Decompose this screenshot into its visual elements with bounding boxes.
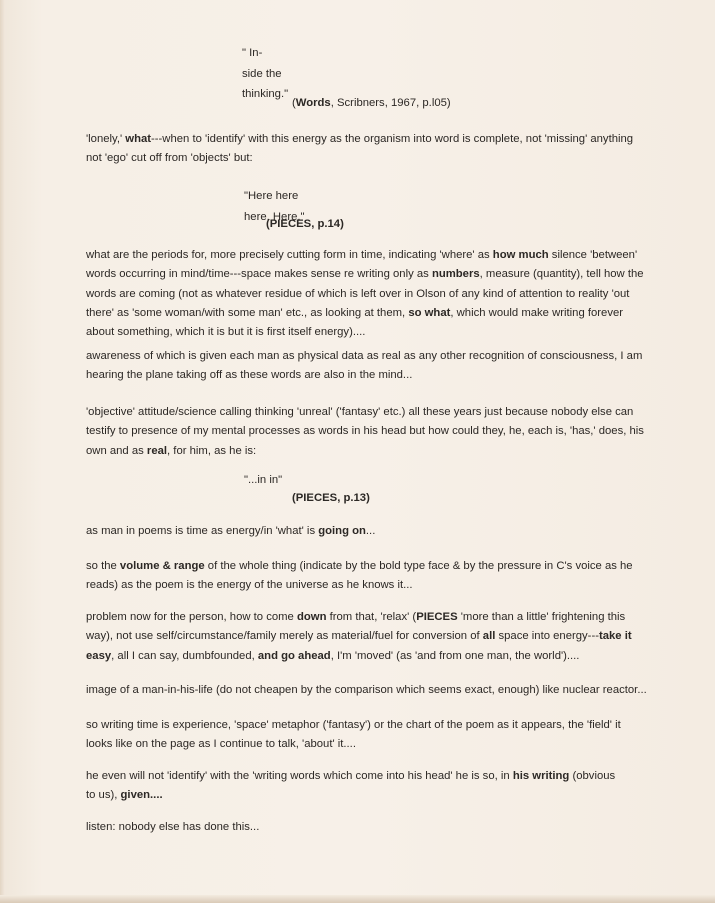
text: from that, 'relax' ( (326, 611, 417, 623)
source-title: Words (295, 97, 331, 109)
bold-text: his writing (512, 770, 570, 782)
bold-text: easy (86, 649, 112, 662)
bold-text: what (125, 133, 152, 145)
text: , measure (quantity), tell how the (479, 268, 644, 281)
paragraph (86, 818, 662, 837)
bold-text: how much (492, 249, 549, 261)
bold-text: numbers (431, 268, 480, 281)
text: , all I can say, dumbfounded, (111, 649, 258, 662)
text: hearing the plane taking off as these words are also in the mind... (86, 369, 413, 382)
text: , which would make writing forever (450, 306, 624, 319)
text: to us), (86, 789, 121, 802)
text: not 'ego' cut off from 'objects' but: (86, 152, 253, 165)
paragraph (86, 557, 662, 596)
quote-line: here. Here." (244, 210, 305, 223)
text: there' as 'some woman/with some man' etc., as looking at them, (86, 306, 409, 319)
quote-in-in: "...in in" (244, 474, 283, 486)
text: (obvious (569, 770, 616, 782)
bold-text: all (482, 630, 496, 643)
paragraph (86, 681, 662, 700)
quote-line: "Here here (244, 190, 299, 202)
text: as man in poems is time as energy/in 'what' is (86, 525, 319, 537)
paragraph (86, 608, 662, 666)
paragraph (86, 522, 662, 541)
text: so the (86, 560, 120, 572)
text: what are the periods for, more precisely cutting form in time, indicating 'where' as (86, 249, 493, 261)
text: image of a man-in-his-life (do not cheapen by the comparison which seems exact, enough) like nuclear reactor... (86, 684, 647, 696)
text: problem now for the person, how to come (86, 611, 297, 623)
bold-text: going on (318, 525, 366, 537)
page-edge (0, 0, 5, 903)
text: , for him, as he is: (167, 444, 257, 457)
text: 'objective' attitude/science calling thinking 'unreal' ('fantasy' etc.) all these years just because nobody else can (86, 406, 634, 418)
text: he even will not 'identify' with the 'writing words which come into his head' he is so, in (86, 770, 513, 782)
bold-text: given.... (120, 789, 163, 802)
text: of the whole thing (indicate by the bold type face & by the pressure in C's voice as he (204, 560, 633, 572)
quote-line: side the (242, 67, 282, 80)
text: words are coming (not as whatever residue of which is left over in Olson of any kind of attention to reality 'out (86, 287, 630, 300)
bold-text: and go ahead (257, 649, 331, 662)
text: , I'm 'moved' (as 'and from one man, the world').... (330, 649, 580, 662)
text: about something, which it is but it is first itself energy).... (86, 326, 366, 339)
text: silence 'between' (548, 249, 638, 261)
page-edge-bottom (0, 895, 715, 903)
text: space into energy--- (495, 630, 599, 643)
paragraph (86, 716, 662, 755)
paragraph (86, 246, 662, 342)
quote-line: thinking." (242, 88, 289, 100)
quote-source: (Words, Scribners, 1967, p.l05) (292, 97, 451, 109)
text: ---when to 'identify' with this energy as the organism into word is complete, not 'missing' anything (151, 133, 634, 145)
text: words occurring in mind/time---space makes sense re writing only as (86, 268, 432, 281)
paragraph (86, 347, 662, 386)
text: awareness of which is given each man as physical data as real as any other recognition of consciousness, I am (86, 350, 643, 362)
source-details: , Scribners, 1967, p.l05) (330, 97, 451, 109)
text: reads) as the poem is the energy of the universe as he knows it... (86, 579, 413, 592)
bold-text: real (146, 444, 168, 457)
quote-words (242, 43, 288, 105)
bold-text: volume & range (119, 560, 205, 572)
text: ... (365, 525, 376, 537)
bold-text: down (296, 611, 327, 623)
paragraph (86, 130, 662, 169)
quote-line: " In- (242, 47, 263, 59)
paragraph (86, 767, 662, 806)
text: own and as (86, 444, 147, 457)
bold-text: PIECES (416, 611, 458, 623)
text: testify to presence of my mental processes as words in his head but how could they, he, each is, 'has,' does, his (86, 425, 644, 438)
text: so writing time is experience, 'space' metaphor ('fantasy') or the chart of the poem as it appears, the 'field' it (86, 719, 621, 731)
quote-source: (PIECES, p.13) (292, 492, 370, 504)
paragraph (86, 403, 662, 461)
bold-text: take it (598, 630, 632, 643)
text: way), not use self/circumstance/family merely as material/fuel for conversion of (86, 630, 483, 643)
quote-source: (PIECES, p.14) (266, 218, 344, 230)
text: looks like on the page as I continue to talk, 'about' it.... (86, 738, 356, 751)
bold-text: so what (408, 306, 451, 319)
text: 'more than a little' frightening this (457, 611, 626, 623)
text: 'lonely,' (86, 133, 126, 145)
text: listen: nobody else has done this... (86, 821, 260, 833)
